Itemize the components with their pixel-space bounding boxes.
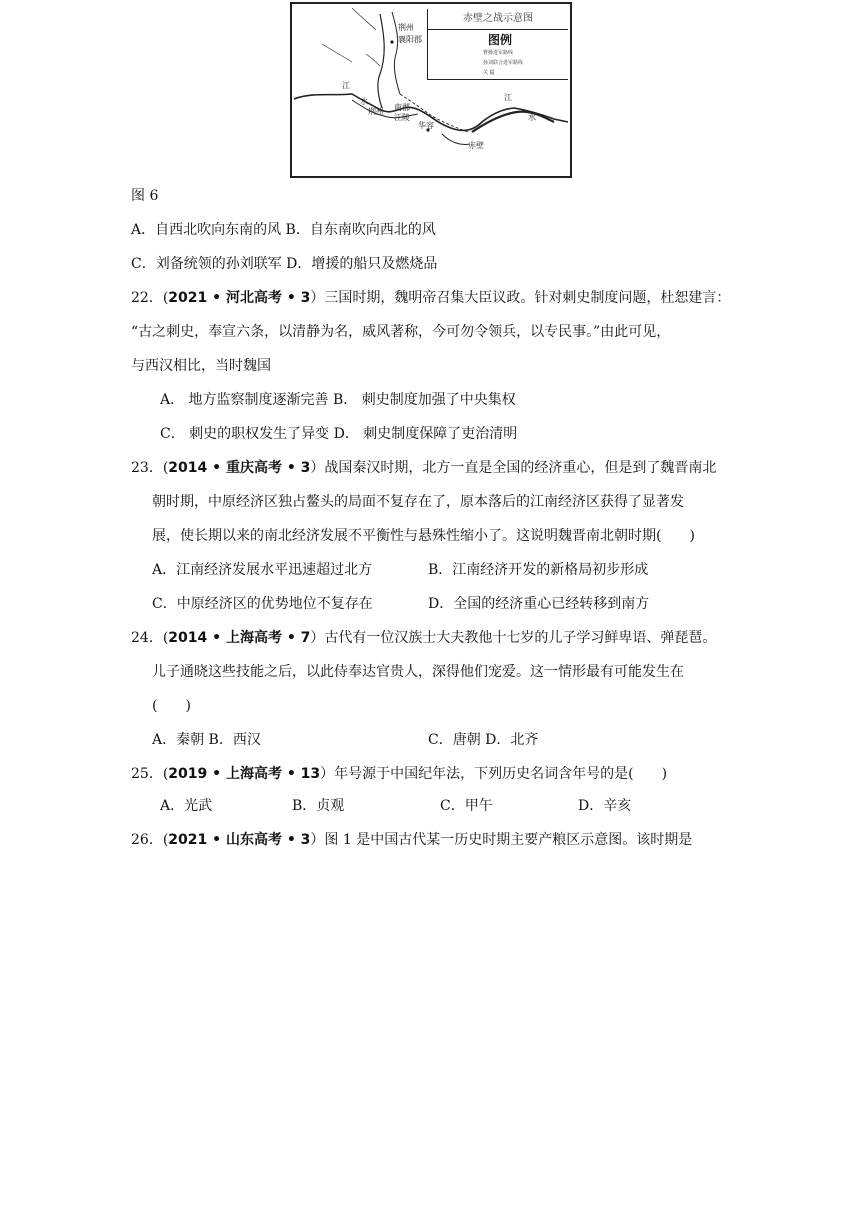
map-legend bbox=[427, 9, 568, 80]
legend-item-2: 孙刘联合进军路线 bbox=[483, 60, 524, 66]
terrain-lines bbox=[322, 8, 380, 66]
q25-option-d: D．辛亥 bbox=[578, 798, 632, 814]
q22-number: 22．( bbox=[131, 290, 169, 306]
q25-option-c: C．甲午 bbox=[440, 798, 493, 814]
q23-option-b: B．江南经济开发的新格局初步形成 bbox=[428, 562, 649, 578]
q24-options-cd: C．唐朝 D．北齐 bbox=[428, 732, 539, 748]
q23-number: 23．( bbox=[131, 460, 169, 476]
q22-source: 2021 • 河北高考 • 3 bbox=[168, 290, 311, 306]
q23-option-a: A．江南经济发展水平迅速超过北方 bbox=[152, 562, 373, 578]
q23-stem-line2: 朝时期，中原经济区独占鳌头的局面不复存在了，原本落后的江南经济区获得了显著发 bbox=[152, 494, 684, 510]
q25-text1: ）年号源于中国纪年法，下列历史名词含年号的是( ) bbox=[320, 766, 668, 782]
label-jingzhou-south: 荆州 bbox=[368, 107, 384, 116]
q22-text1: ）三国时期，魏明帝召集大臣议政。针对刺史制度问题，杜恕建言： bbox=[310, 290, 731, 306]
q23-stem-line1 bbox=[131, 458, 716, 478]
q22-options-ab: A． 地方监察制度逐渐完善 B． 刺史制度加强了中央集权 bbox=[160, 392, 516, 408]
q24-stem-line2: 儿子通晓这些技能之后，以此侍奉达官贵人，深得他们宠爱。这一情形最有可能发生在 bbox=[152, 664, 684, 680]
q24-source: 2014 • 上海高考 • 7 bbox=[168, 630, 311, 646]
legend-heading: 图例 bbox=[488, 33, 513, 47]
label-shui-east: 水 bbox=[528, 113, 536, 122]
label-jingzhou-north: 荆州 bbox=[398, 23, 414, 32]
q21-options-ab: A．自西北吹向东南的风 B．自东南吹向西北的风 bbox=[131, 222, 436, 238]
label-xiangyang: 襄阳郡 bbox=[398, 35, 422, 44]
label-jiangling: 江陵 bbox=[394, 113, 410, 122]
q25-number: 25．( bbox=[131, 766, 169, 782]
q22-options-cd: C． 刺史的职权发生了异变 D． 刺史制度保障了吏治清明 bbox=[160, 426, 518, 442]
legend-item-1: 曹操进军路线 bbox=[483, 50, 514, 56]
q25-stem-line1 bbox=[131, 764, 667, 784]
q21-options-cd: C．刘备统领的孙刘联军 D．增援的船只及燃烧品 bbox=[131, 256, 438, 272]
q22-stem-line1 bbox=[131, 288, 730, 308]
q23-option-d: D．全国的经济重心已经转移到南方 bbox=[428, 596, 650, 612]
q24-options-ab: A．秦朝 B．西汉 bbox=[152, 732, 261, 748]
battle-map-figure bbox=[290, 2, 572, 178]
q24-text1: ）古代有一位汉族士大夫教他十七岁的儿子学习鲜卑语、弹琵琶。 bbox=[310, 630, 717, 646]
q26-text1: ）图 1 是中国古代某一历史时期主要产粮区示意图。该时期是 bbox=[310, 832, 693, 848]
march-route-allied bbox=[400, 94, 468, 132]
q24-number: 24．( bbox=[131, 630, 169, 646]
q22-stem-line2: “古之刺史，奉宣六条，以清静为名，威风著称，今可勿令领兵，以专民事。”由此可见， bbox=[131, 324, 671, 340]
q23-stem-line3: 展，使长期以来的南北经济发展不平衡性与悬殊性缩小了。这说明魏晋南北朝时期( ) bbox=[152, 528, 695, 544]
q24-stem-line3: ( ) bbox=[152, 698, 191, 714]
chibi-shore bbox=[442, 134, 470, 145]
label-chibi: 赤壁 bbox=[468, 141, 484, 150]
label-nanjun: 南郡 bbox=[394, 103, 410, 112]
label-jiang-east: 江 bbox=[504, 93, 512, 102]
q26-number: 26．( bbox=[131, 832, 169, 848]
q23-option-c: C．中原经济区的优势地位不复存在 bbox=[152, 596, 373, 612]
q22-stem-line3: 与西汉相比，当时魏国 bbox=[131, 358, 271, 374]
q25-option-a: A．光武 bbox=[160, 798, 213, 814]
q24-stem-line1 bbox=[131, 628, 716, 648]
q23-source: 2014 • 重庆高考 • 3 bbox=[168, 460, 311, 476]
q25-source: 2019 • 上海高考 • 13 bbox=[168, 766, 321, 782]
q26-stem-line1 bbox=[131, 830, 692, 850]
q26-source: 2021 • 山东高考 • 3 bbox=[168, 832, 311, 848]
legend-item-3: 关 隘 bbox=[483, 70, 495, 76]
label-jiang: 江 bbox=[342, 81, 350, 90]
figure-caption: 图 6 bbox=[131, 188, 159, 204]
xiangyang-dot bbox=[390, 40, 393, 43]
label-huarong: 华容 bbox=[418, 121, 434, 130]
label-shui: 水 bbox=[360, 97, 368, 106]
q25-option-b: B．贞观 bbox=[292, 798, 345, 814]
map-title: 赤壁之战示意图 bbox=[428, 9, 568, 30]
q23-text1: ）战国秦汉时期，北方一直是全国的经济重心，但是到了魏晋南北 bbox=[310, 460, 717, 476]
han-river bbox=[378, 14, 384, 108]
